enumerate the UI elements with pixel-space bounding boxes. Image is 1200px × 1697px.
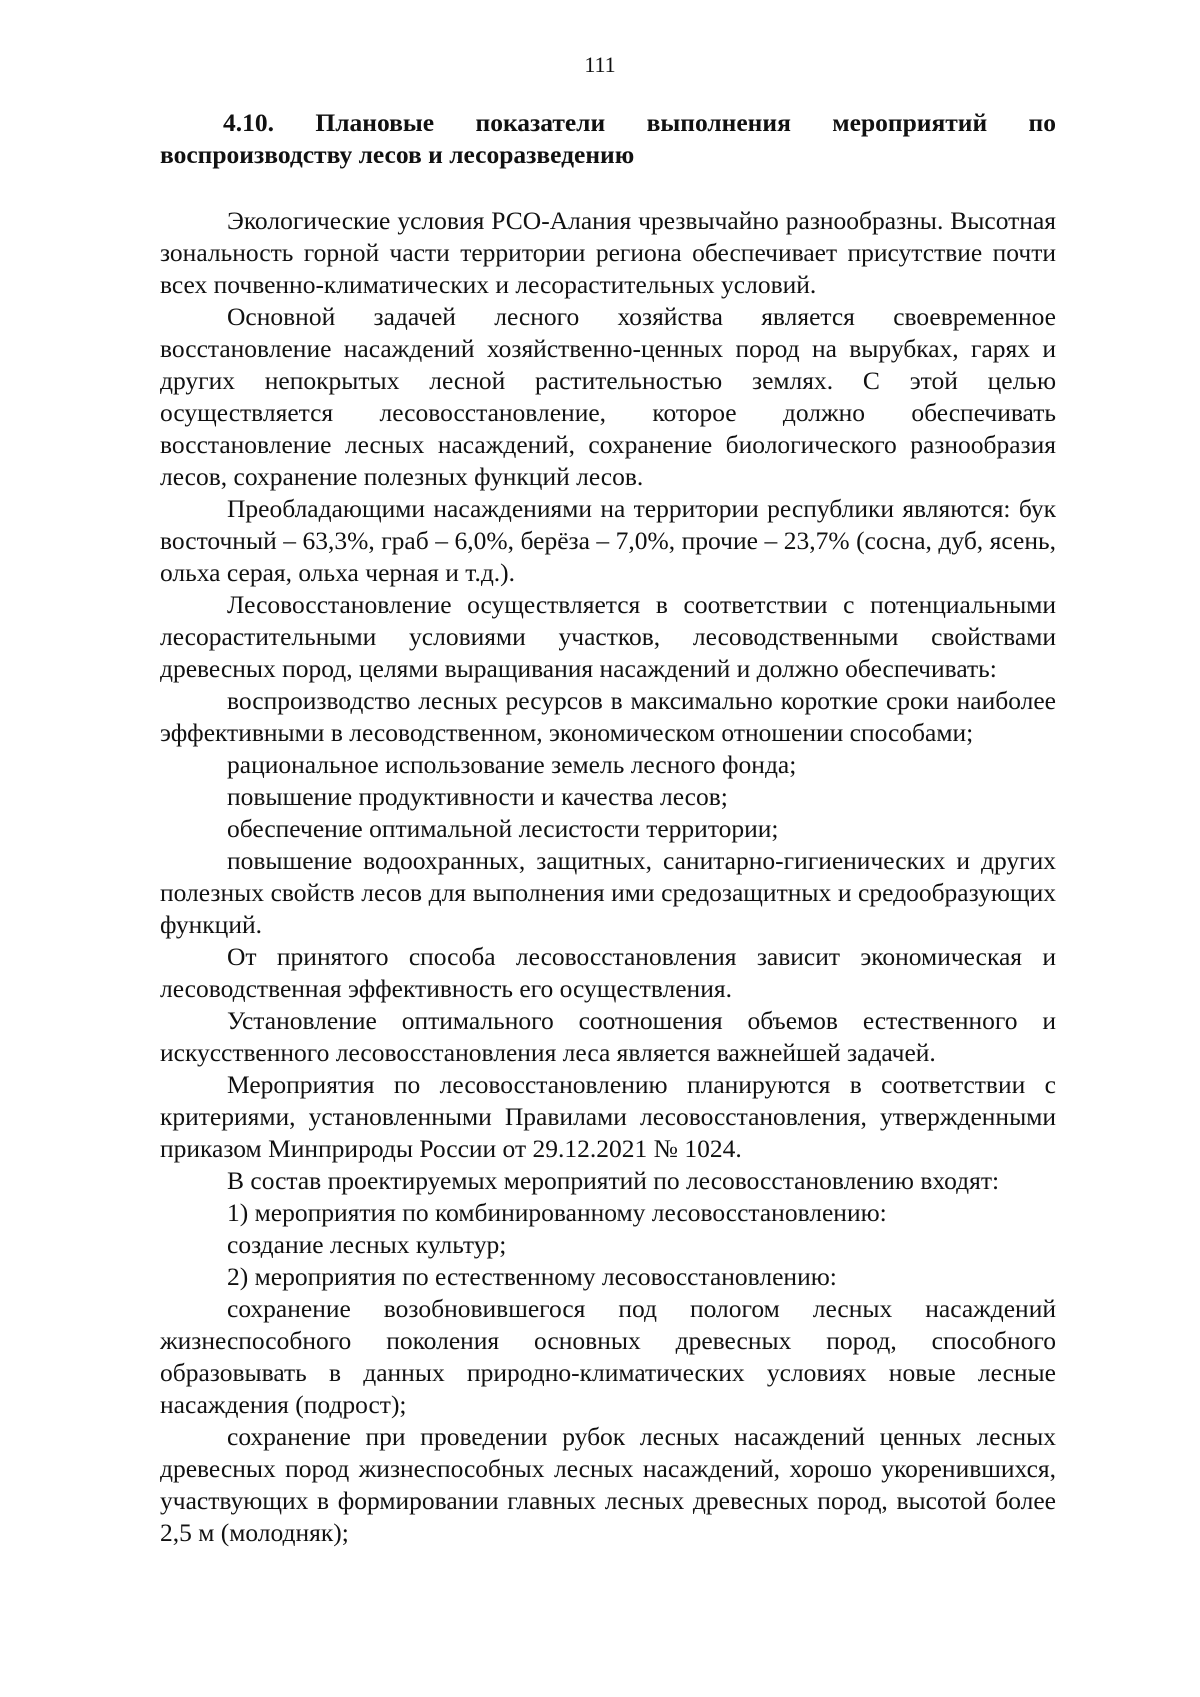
list-item: сохранение возобновившегося под пологом лесных насаждений жизнеспособного поколения основных древесных пород, способного образовывать в данных природно-климатических условиях новые лесные насаждения (подрост); <box>160 1294 1056 1419</box>
list-item: рациональное использование земель лесного фонда; <box>227 750 797 779</box>
list-item: повышение продуктивности и качества лесов; <box>227 782 728 811</box>
section-number: 4.10. <box>223 108 274 137</box>
paragraph: В состав проектируемых мероприятий по лесовосстановлению входят: <box>227 1166 1000 1195</box>
section-heading <box>160 107 1056 171</box>
list-item: 1) мероприятия по комбинированному лесовосстановлению: <box>227 1198 887 1227</box>
list-item: 2) мероприятия по естественному лесовосстановлению: <box>227 1262 837 1291</box>
section-title: Плановые показатели выполнения мероприятий по воспроизводству лесов и лесоразведению <box>160 108 1057 169</box>
paragraph: Основной задачей лесного хозяйства является своевременное восстановление насаждений хозяйственно-ценных пород на вырубках, гарях и других непокрытых лесной растительностью землях. С этой целью осуществляется лесовосстановление, которое должно обеспечивать восстановление лесных насаждений, сохранение биологического разнообразия лесов, сохранение полезных функций лесов. <box>160 302 1056 491</box>
list-item: воспроизводство лесных ресурсов в максимально короткие сроки наиболее эффективными в лесоводственном, экономическом отношении способами; <box>160 686 1056 747</box>
paragraph: Экологические условия РСО-Алания чрезвычайно разнообразны. Высотная зональность горной части территории региона обеспечивает присутствие почти всех почвенно-климатических и лесорастительных условий. <box>160 206 1056 299</box>
page-content <box>160 107 1056 1549</box>
paragraph: Мероприятия по лесовосстановлению планируются в соответствии с критериями, установленными Правилами лесовосстановления, утвержденными приказом Минприроды России от 29.12.2021 № 1024. <box>160 1070 1056 1163</box>
paragraph: От принятого способа лесовосстановления зависит экономическая и лесоводственная эффективность его осуществления. <box>160 942 1056 1003</box>
page-number: 111 <box>584 52 616 77</box>
paragraph: Установление оптимального соотношения объемов естественного и искусственного лесовосстановления леса является важнейшей задачей. <box>160 1006 1056 1067</box>
paragraph: Лесовосстановление осуществляется в соответствии с потенциальными лесорастительными условиями участков, лесоводственными свойствами древесных пород, целями выращивания насаждений и должно обеспечивать: <box>160 590 1056 683</box>
list-item: сохранение при проведении рубок лесных насаждений ценных лесных древесных пород жизнеспособных лесных насаждений, хорошо укоренившихся, участвующих в формировании главных лесных древесных пород, высотой более 2,5 м (молодняк); <box>160 1422 1056 1547</box>
list-item: создание лесных культур; <box>227 1230 507 1259</box>
list-item: обеспечение оптимальной лесистости территории; <box>227 814 779 843</box>
list-item: повышение водоохранных, защитных, санитарно-гигиенических и других полезных свойств лесов для выполнения ими средозащитных и средообразующих функций. <box>160 846 1056 939</box>
paragraph: Преобладающими насаждениями на территории республики являются: бук восточный – 63,3%, граб – 6,0%, берёза – 7,0%, прочие – 23,7% (сосна, дуб, ясень, ольха серая, ольха черная и т.д.). <box>160 494 1056 587</box>
